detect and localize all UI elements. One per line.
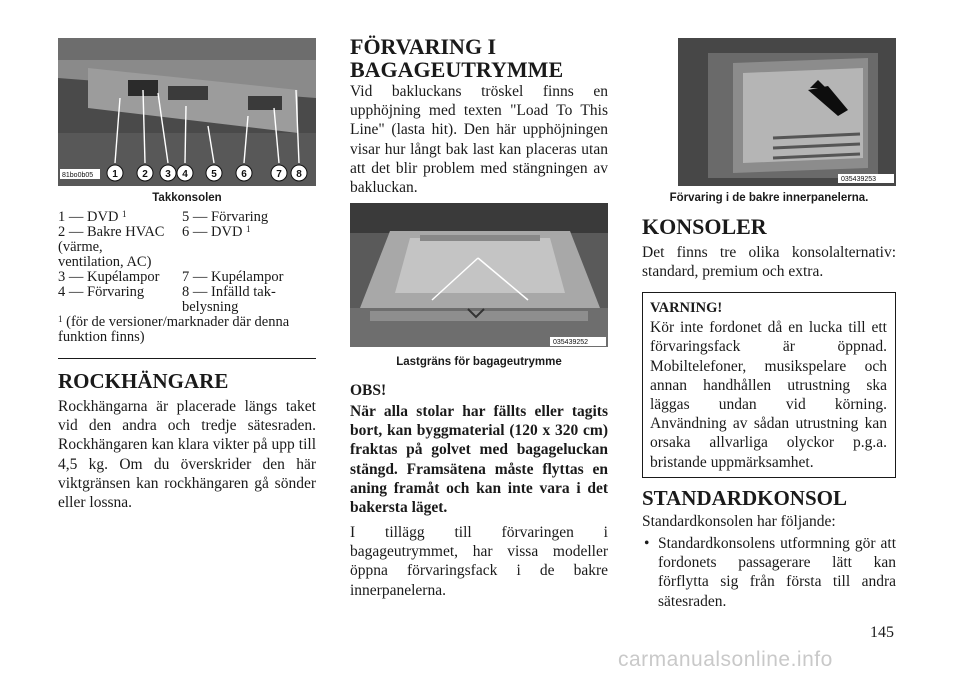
figure-caption: Takkonsolen bbox=[152, 192, 222, 204]
legend-item: 5 — Förvaring bbox=[182, 209, 269, 225]
section-heading: ROCKHÄNGARE bbox=[58, 369, 229, 393]
warning-box bbox=[642, 292, 896, 478]
body-text: Det finns tre olika konsolalternativ: standard, premium och extra. bbox=[642, 244, 896, 281]
rear-panel-photo bbox=[678, 38, 896, 186]
warning-text: Kör inte fordonet då en lucka till ett förvaringsfack är öppnad. Mobiltelefoner, musikspelare och annan handhållen utrustning ska läggas undan vid körning. Användning av sådan utrustning kan orsaka allvarliga olyckor p.g.a. bristande uppmärksamhet. bbox=[650, 319, 887, 471]
legend-rule bbox=[58, 358, 316, 359]
overhead-console-photo bbox=[58, 38, 316, 186]
section-heading: FÖRVARING I BAGAGEUTRYMME bbox=[350, 34, 564, 82]
note-label: OBS! bbox=[350, 382, 387, 399]
bullet-item bbox=[642, 534, 896, 611]
legend-row bbox=[58, 225, 316, 270]
legend-row bbox=[58, 285, 316, 315]
figure-caption: Förvaring i de bakre innerpanelerna. bbox=[669, 192, 869, 204]
warning-title: VARNING! bbox=[650, 300, 723, 316]
body-text: I tillägg till förvaringen i bagageutrymmet, har vissa modeller öppna förvaringsfack i de bakre innerpanelerna. bbox=[350, 524, 608, 599]
legend-item: 2 — Bakre HVAC (värme, ventilation, AC) bbox=[58, 224, 165, 270]
callout-label: 2 bbox=[142, 169, 148, 180]
legend-item: 3 — Kupélampor bbox=[58, 269, 160, 285]
subsection-heading: STANDARDKONSOL bbox=[642, 486, 847, 510]
legend-item: 8 — Infälld tak-belysning bbox=[182, 284, 276, 315]
note-text: När alla stolar har fällts eller tagits bort, kan byggmaterial (120 x 320 cm) fraktas på golvet med bagageluckan stängd. Framsätena måste flyttas en aning framåt och kan inte vara i det bakersta läget. bbox=[350, 403, 608, 517]
callout-label: 3 bbox=[165, 169, 171, 180]
watermark: carmanualsonline.info bbox=[618, 648, 833, 671]
bullet-text: Standardkonsolens utformning gör att fordonets passagerare lätt kan förflytta sig från första till andra sätesraden. bbox=[658, 535, 896, 610]
figure-id: 035439253 bbox=[841, 176, 877, 183]
legend-item: 6 — DVD bbox=[182, 224, 247, 240]
superscript: 1 bbox=[122, 209, 127, 219]
rear-panel-illustration bbox=[678, 38, 896, 186]
callout-label: 1 bbox=[112, 169, 118, 180]
callout-label: 8 bbox=[296, 169, 302, 180]
cargo-area-illustration bbox=[350, 203, 608, 347]
callout-label: 4 bbox=[182, 169, 188, 180]
cargo-area-photo bbox=[350, 203, 608, 347]
superscript: 1 bbox=[58, 314, 63, 324]
legend-item: 1 — DVD bbox=[58, 209, 123, 225]
page-number: 145 bbox=[870, 624, 894, 641]
legend-item: 4 — Förvaring bbox=[58, 284, 145, 300]
callout-label: 5 bbox=[211, 169, 217, 180]
figure-caption: Lastgräns för bagageutrymme bbox=[396, 356, 562, 368]
legend-row bbox=[58, 270, 316, 285]
figure-id: 81bo0b05 bbox=[62, 172, 94, 179]
superscript: 1 bbox=[246, 224, 251, 234]
body-text: Vid bakluckans tröskel finns en upphöjning med texten "Load To This Line" (lasta hit). Den här upphöjningen visar hur långt bak last kan placeras utan att det blir problem med stängningen av bakluckan. bbox=[350, 83, 608, 197]
legend bbox=[58, 210, 316, 345]
bullet-icon: • bbox=[644, 535, 650, 552]
callout-label: 7 bbox=[276, 169, 282, 180]
section-heading: KONSOLER bbox=[642, 214, 767, 239]
figure-id: 035439252 bbox=[553, 339, 589, 346]
legend-item: 7 — Kupélampor bbox=[182, 269, 284, 285]
footnote: $^1$ (för de versioner/marknader där denna funktion finns) bbox=[58, 314, 290, 345]
callout-label: 6 bbox=[241, 169, 247, 180]
legend-row bbox=[58, 210, 316, 225]
overhead-console-illustration bbox=[58, 38, 316, 186]
body-text: Rockhängarna är placerade längs taket vid den andra och tredje sätesraden. Rockhängaren kan klara vikter på upp till 4,5 kg. Om du överskrider den här viktgränsen kan rockhängaren gå sönder eller lossna. bbox=[58, 398, 316, 512]
body-text: Standardkonsolen har följande: bbox=[642, 513, 836, 530]
